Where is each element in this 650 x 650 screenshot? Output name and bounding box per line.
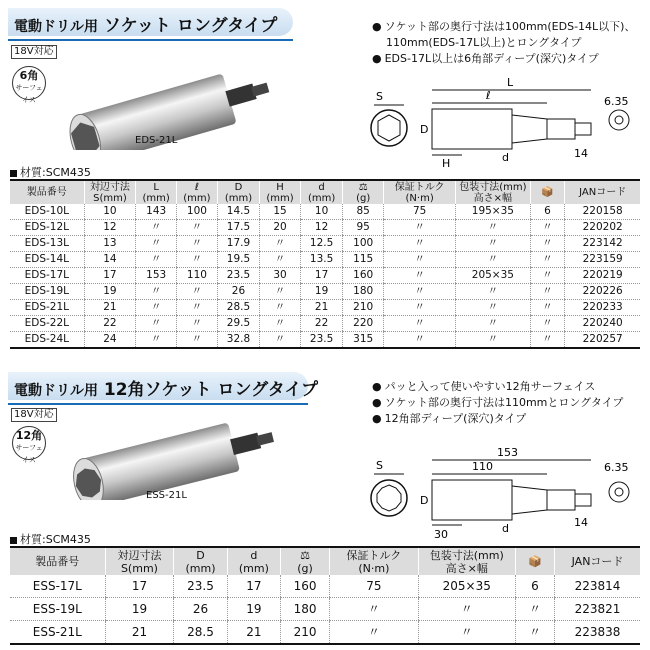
section1-dim-14: 14	[574, 147, 588, 160]
table-cell: 〃	[418, 598, 515, 621]
table-cell: 〃	[530, 332, 565, 349]
table-cell: EDS-13L	[10, 236, 84, 252]
table-cell: 315	[343, 332, 384, 349]
section2-dim-14: 14	[574, 516, 588, 529]
table-cell: 17.9	[217, 236, 259, 252]
table-cell: 〃	[260, 316, 301, 332]
table-cell: 〃	[418, 621, 515, 645]
table-cell: 〃	[456, 236, 530, 252]
table-cell: 220202	[565, 220, 640, 236]
table-cell: 14.5	[217, 204, 259, 220]
section1-dim-635: 6.35	[604, 95, 629, 108]
section1-dim-s: S	[376, 90, 383, 103]
table-cell: 220257	[565, 332, 640, 349]
table-cell: 100	[343, 236, 384, 252]
table-cell: 〃	[330, 598, 419, 621]
table-cell: 17	[300, 268, 342, 284]
table-cell: 220	[343, 316, 384, 332]
table-cell: 21	[227, 621, 280, 645]
table-cell: 〃	[384, 252, 456, 268]
table-header-cell: 保証トルク (N·m)	[384, 180, 456, 204]
section1-dim-d-lower: d	[502, 151, 509, 164]
section2-18v-badge: 18V対応	[11, 408, 57, 422]
table-cell: 〃	[177, 236, 218, 252]
table-header-cell: 📦	[515, 547, 554, 575]
section2-spec-table	[10, 546, 640, 645]
section2-title-underline	[8, 403, 308, 405]
table-cell: 〃	[136, 300, 177, 316]
table-cell: 220219	[565, 268, 640, 284]
table-cell: 6	[530, 204, 565, 220]
table-cell: 〃	[530, 236, 565, 252]
table-cell: 13	[84, 236, 136, 252]
table-header-cell: L (mm)	[136, 180, 177, 204]
table-cell: 19	[105, 598, 174, 621]
table-cell: 75	[330, 575, 419, 598]
table-cell: 〃	[136, 252, 177, 268]
table-cell: 17	[105, 575, 174, 598]
table-cell: 〃	[530, 284, 565, 300]
section2-material: 材質:SCM435	[10, 531, 91, 547]
table-cell: 223814	[555, 575, 640, 598]
section2-bullets	[372, 379, 623, 427]
table-cell: 10	[300, 204, 342, 220]
table-cell: 〃	[260, 332, 301, 349]
table-cell: 〃	[177, 300, 218, 316]
table-header-cell: d (mm)	[300, 180, 342, 204]
table-cell: 205×35	[456, 268, 530, 284]
table-cell: 〃	[384, 284, 456, 300]
table-cell: 210	[343, 300, 384, 316]
section1-model-label: EDS-21L	[135, 135, 178, 146]
material-square-icon	[10, 170, 17, 177]
table-header-cell: 包装寸法(mm) 高さ×幅	[418, 547, 515, 575]
table-cell: 26	[217, 284, 259, 300]
table-cell: 223142	[565, 236, 640, 252]
table-header-cell: 📦	[530, 180, 565, 204]
table-cell: 180	[281, 598, 330, 621]
table-cell: 220233	[565, 300, 640, 316]
table-cell: 〃	[515, 598, 554, 621]
table-cell: 〃	[515, 621, 554, 645]
table-cell: 12	[84, 220, 136, 236]
table-cell: 20	[260, 220, 301, 236]
section2-model-label: ESS-21L	[146, 490, 187, 501]
table-cell: 110	[177, 268, 218, 284]
table-cell: 17	[84, 268, 136, 284]
section1-title-main: ソケット ロングタイプ	[103, 16, 278, 36]
table-cell: EDS-22L	[10, 316, 84, 332]
table-cell: 180	[343, 284, 384, 300]
table-cell: ESS-17L	[10, 575, 105, 598]
table-cell: 12.5	[300, 236, 342, 252]
table-cell: 24	[84, 332, 136, 349]
table-cell: 〃	[260, 284, 301, 300]
table-row	[10, 268, 640, 284]
table-cell: 〃	[384, 268, 456, 284]
table-header-cell: 対辺寸法 S(mm)	[105, 547, 174, 575]
table-cell: 223821	[555, 598, 640, 621]
table-row	[10, 300, 640, 316]
section1-bullet: ● EDS-17L以上は6角部ディープ(深穴)タイプ	[372, 52, 599, 65]
table-cell: 223159	[565, 252, 640, 268]
section2-surface-num: 12角	[15, 429, 43, 442]
table-cell: 85	[343, 204, 384, 220]
table-cell: 210	[281, 621, 330, 645]
section2-dim-s: S	[376, 459, 383, 472]
table-cell: 153	[136, 268, 177, 284]
table-cell: 〃	[384, 300, 456, 316]
table-cell: 30	[260, 268, 301, 284]
table-cell: 14	[84, 252, 136, 268]
table-row	[10, 204, 640, 220]
section1-bullet: 110mm(EDS-17L以上)とロングタイプ	[386, 36, 582, 49]
table-cell: 29.5	[217, 316, 259, 332]
section1-dim-l-lower: ℓ	[486, 89, 491, 102]
section2-dim-30: 30	[434, 528, 448, 541]
section1-title-underline	[8, 39, 293, 41]
table-row	[10, 621, 640, 645]
table-cell: 19	[300, 284, 342, 300]
table-cell: 32.8	[217, 332, 259, 349]
table-cell: 205×35	[418, 575, 515, 598]
table-cell: 10	[84, 204, 136, 220]
table-cell: 21	[300, 300, 342, 316]
section2-dimension-drawing	[362, 448, 647, 543]
section2-bullet: ● 12角部ディープ(深穴)タイプ	[372, 412, 527, 425]
section1-surface-label: サーフェイス	[15, 84, 43, 104]
table-cell: 〃	[177, 332, 218, 349]
table-cell: 〃	[260, 300, 301, 316]
section2-bullet: ● パッと入って使いやすい12角サーフェイス	[372, 380, 596, 393]
table-cell: EDS-19L	[10, 284, 84, 300]
table-cell: 223838	[555, 621, 640, 645]
table-cell: 21	[105, 621, 174, 645]
table-header-cell: D (mm)	[217, 180, 259, 204]
table-row	[10, 598, 640, 621]
section1-18v-badge: 18V対応	[11, 45, 57, 59]
table-cell: 〃	[177, 220, 218, 236]
table-cell: 13.5	[300, 252, 342, 268]
table-header-cell: JANコード	[565, 180, 640, 204]
table-cell: 12	[300, 220, 342, 236]
table-cell: 〃	[456, 252, 530, 268]
table-cell: EDS-24L	[10, 332, 84, 349]
table-cell: 〃	[136, 284, 177, 300]
table-cell: 28.5	[174, 621, 227, 645]
table-cell: 100	[177, 204, 218, 220]
table-cell: 〃	[136, 220, 177, 236]
section1-bullet: ● ソケット部の奥行寸法は100mm(EDS-14L以下)、	[372, 20, 636, 33]
table-cell: 〃	[177, 252, 218, 268]
section1-title-bar	[8, 8, 293, 36]
section1-spec-table	[10, 179, 640, 349]
table-cell: 〃	[530, 268, 565, 284]
table-header-cell: ⚖ (g)	[343, 180, 384, 204]
table-cell: 22	[84, 316, 136, 332]
table-cell: 〃	[136, 316, 177, 332]
section2-surface-label: サーフェイス	[15, 444, 43, 464]
table-cell: 〃	[330, 621, 419, 645]
table-cell: EDS-12L	[10, 220, 84, 236]
table-header-cell: 対辺寸法 S(mm)	[84, 180, 136, 204]
table-cell: 19	[227, 598, 280, 621]
table-row	[10, 220, 640, 236]
table-cell: 〃	[456, 220, 530, 236]
table-header-cell: H (mm)	[260, 180, 301, 204]
table-cell: 〃	[530, 220, 565, 236]
table-row	[10, 332, 640, 349]
table-header-cell: 製品番号	[10, 547, 105, 575]
section2-title-bar	[8, 372, 318, 400]
table-cell: 15	[260, 204, 301, 220]
section1-title	[14, 11, 277, 36]
section2-title-main: 12角ソケット ロングタイプ	[103, 380, 318, 400]
table-cell: 160	[343, 268, 384, 284]
table-header-cell: 保証トルク (N·m)	[330, 547, 419, 575]
table-cell: 〃	[177, 316, 218, 332]
section1-material: 材質:SCM435	[10, 164, 91, 180]
section2-dim-635: 6.35	[604, 461, 629, 474]
table-row	[10, 252, 640, 268]
table-cell: EDS-14L	[10, 252, 84, 268]
table-cell: 〃	[456, 316, 530, 332]
section2-dim-153: 153	[497, 448, 518, 459]
table-cell: 195×35	[456, 204, 530, 220]
section2-socket-image	[40, 410, 290, 500]
table-cell: EDS-10L	[10, 204, 84, 220]
table-cell: 〃	[384, 236, 456, 252]
table-cell: 〃	[530, 300, 565, 316]
table-cell: 〃	[384, 220, 456, 236]
table-header-cell: 包装寸法(mm) 高さ×幅	[456, 180, 530, 204]
table-cell: 115	[343, 252, 384, 268]
table-header-cell: 製品番号	[10, 180, 84, 204]
table-header-cell: D (mm)	[174, 547, 227, 575]
table-cell: 22	[300, 316, 342, 332]
table-cell: 17.5	[217, 220, 259, 236]
section2-dim-110: 110	[472, 460, 493, 473]
table-cell: 〃	[177, 284, 218, 300]
section1-bullets	[372, 19, 635, 67]
table-cell: 〃	[384, 332, 456, 349]
table-cell: 220240	[565, 316, 640, 332]
section1-dim-h: H	[442, 157, 451, 170]
table-cell: 26	[174, 598, 227, 621]
table-cell: 6	[515, 575, 554, 598]
table-cell: 〃	[384, 316, 456, 332]
section2-dim-d-lower: d	[502, 522, 509, 535]
table-row	[10, 284, 640, 300]
section1-surface-num: 6角	[19, 69, 39, 82]
table-cell: 23.5	[300, 332, 342, 349]
table-cell: 〃	[530, 316, 565, 332]
table-cell: 〃	[456, 284, 530, 300]
table-cell: 19	[84, 284, 136, 300]
table-cell: 143	[136, 204, 177, 220]
section1-dim-l-upper: L	[507, 76, 514, 89]
table-cell: 160	[281, 575, 330, 598]
table-cell: 〃	[456, 332, 530, 349]
table-header-cell: ℓ (mm)	[177, 180, 218, 204]
table-row	[10, 316, 640, 332]
table-cell: 75	[384, 204, 456, 220]
table-cell: 220158	[565, 204, 640, 220]
table-cell: 220226	[565, 284, 640, 300]
table-cell: ESS-21L	[10, 621, 105, 645]
table-row	[10, 575, 640, 598]
table-cell: 19.5	[217, 252, 259, 268]
section2-title-prefix: 電動ドリル用	[14, 383, 98, 399]
section2-title	[14, 375, 318, 400]
table-row	[10, 236, 640, 252]
section1-dim-d-upper: D	[420, 123, 429, 136]
table-cell: 17	[227, 575, 280, 598]
table-cell: 95	[343, 220, 384, 236]
table-cell: 〃	[456, 300, 530, 316]
table-cell: 〃	[136, 236, 177, 252]
section1-dimension-drawing	[362, 75, 647, 175]
table-cell: 23.5	[174, 575, 227, 598]
table-cell: 〃	[260, 252, 301, 268]
section2-bullet: ● ソケット部の奥行寸法は110mmとロングタイプ	[372, 396, 624, 409]
table-cell: EDS-21L	[10, 300, 84, 316]
section2-dim-d-upper: D	[420, 494, 429, 507]
table-cell: EDS-17L	[10, 268, 84, 284]
table-cell: 〃	[530, 252, 565, 268]
table-cell: 〃	[260, 236, 301, 252]
material-square-icon	[10, 537, 17, 544]
table-cell: ESS-19L	[10, 598, 105, 621]
table-cell: 〃	[136, 332, 177, 349]
table-header-cell: JANコード	[555, 547, 640, 575]
table-header-cell: ⚖ (g)	[281, 547, 330, 575]
section1-title-prefix: 電動ドリル用	[14, 19, 98, 35]
table-cell: 23.5	[217, 268, 259, 284]
table-cell: 21	[84, 300, 136, 316]
table-cell: 28.5	[217, 300, 259, 316]
table-header-cell: d (mm)	[227, 547, 280, 575]
